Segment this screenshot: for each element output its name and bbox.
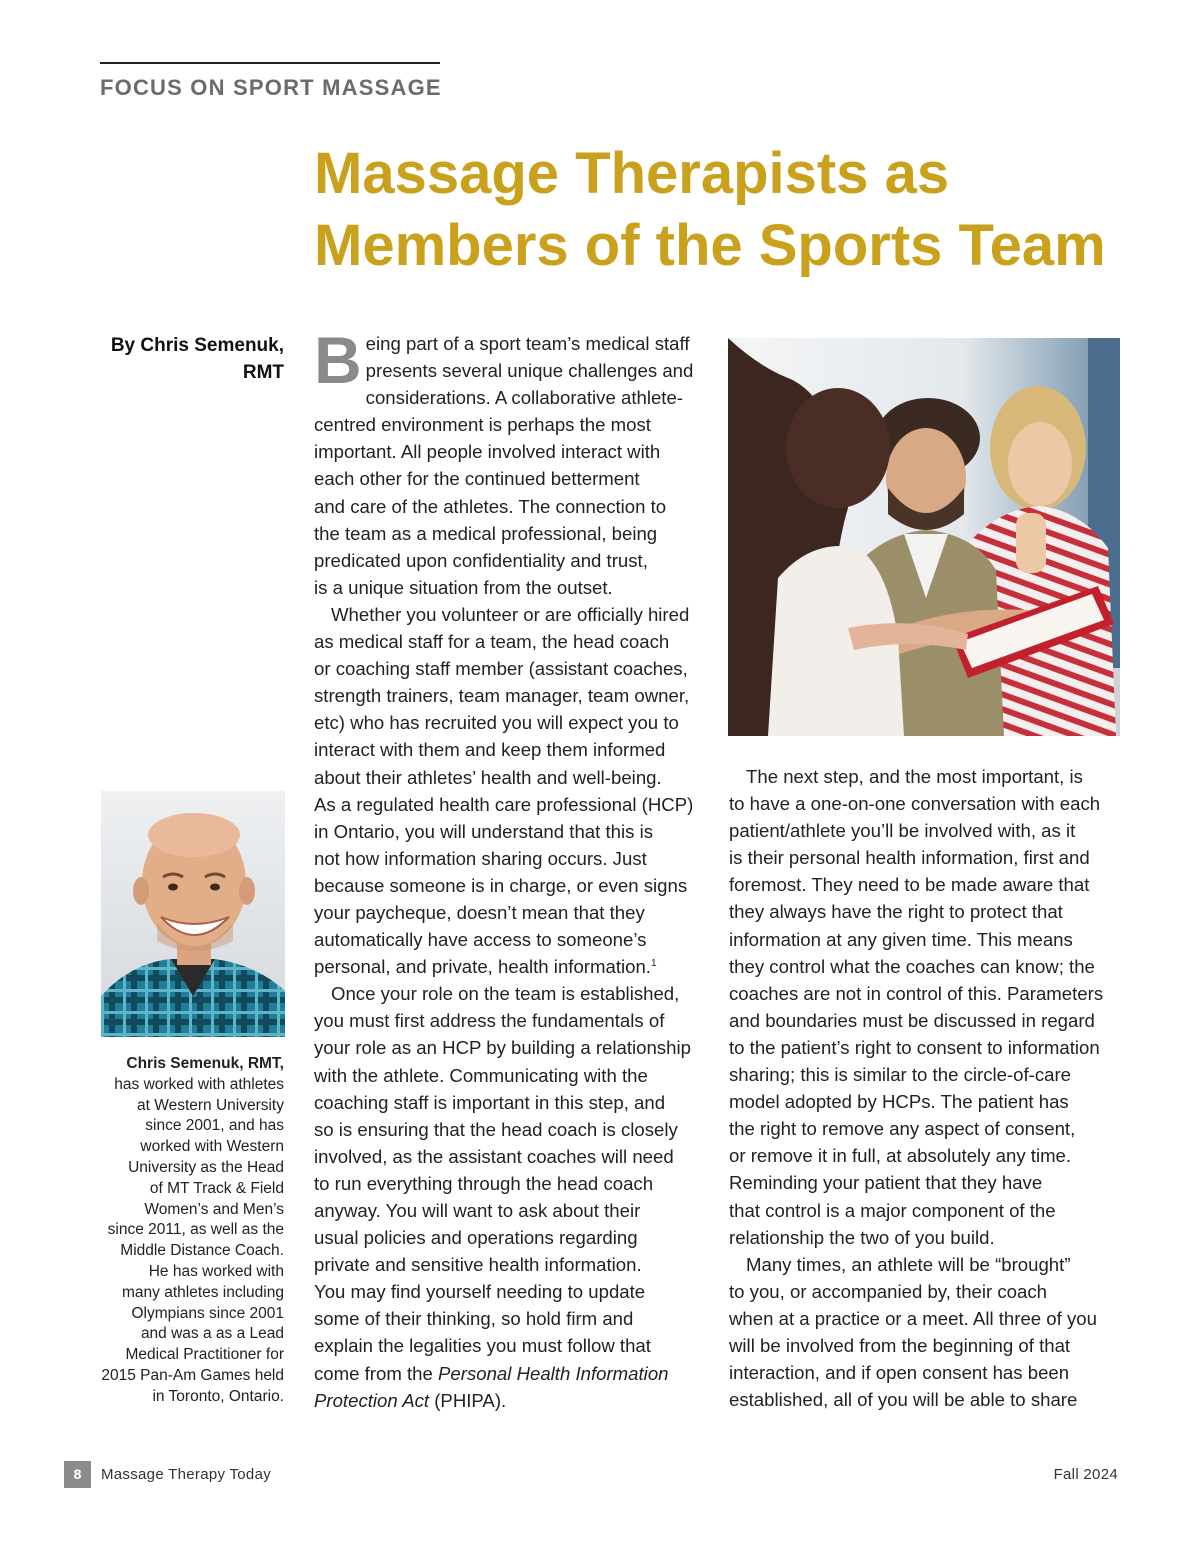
team-meeting-illustration [728, 338, 1120, 736]
bio-line: 2015 Pan-Am Games held [101, 1366, 284, 1384]
byline-line-1: By Chris Semenuk, [110, 335, 284, 356]
text-line: explain the legalities you must follow that [314, 1335, 651, 1357]
text-line: about their athletes’ health and well-being. [314, 766, 662, 788]
act-title-italic: Personal Health Information [438, 1362, 669, 1384]
bio-line: since 2011, as well as the [107, 1221, 284, 1239]
team-meeting-photo [728, 338, 1120, 736]
text-line: in Ontario, you will understand that this is [314, 820, 653, 842]
paragraph-5 [729, 1251, 1129, 1414]
text-line: each other for the continued betterment [314, 468, 640, 490]
text-line: they always have the right to protect that [729, 901, 1063, 923]
bio-line: Middle Distance Coach. [120, 1242, 284, 1260]
text-line: presents several unique challenges and [365, 360, 694, 382]
text-line: sharing; this is similar to the circle-of-care [729, 1064, 1072, 1086]
text-line [314, 1387, 709, 1414]
bio-line: Olympians since 2001 [131, 1304, 284, 1322]
paragraph-1 [314, 323, 709, 601]
text-line: Many times, an athlete will be “brought” [746, 1253, 1071, 1275]
publication-name: Massage Therapy Today [101, 1466, 272, 1483]
text-line: You may find yourself needing to update [314, 1281, 646, 1303]
text-line: model adopted by HCPs. The patient has [729, 1091, 1069, 1113]
text-line: is their personal health information, first and [729, 847, 1090, 869]
text-line: to have a one-on-one conversation with each [729, 793, 1101, 815]
text-line: eing part of a sport team’s medical staff [365, 333, 690, 354]
text-line: or remove it in full, at absolutely any time. [729, 1145, 1072, 1167]
text-line-content: come from the [314, 1362, 439, 1384]
text-line: involved, as the assistant coaches will need [314, 1145, 674, 1167]
text-line: your paycheque, doesn’t mean that they [314, 901, 645, 923]
text-line: they control what the coaches can know; the [729, 955, 1095, 977]
text-line: you must first address the fundamentals of [314, 1010, 665, 1032]
bio-line: at Western University [136, 1096, 284, 1114]
text-line: Once your role on the team is established, [331, 983, 680, 1005]
text-line [314, 953, 709, 980]
page-number: 8 [64, 1461, 91, 1488]
text-line: Whether you volunteer or are officially hired [331, 603, 690, 625]
text-line: so is ensuring that the head coach is closely [314, 1118, 678, 1140]
text-line: private and sensitive health information. [314, 1254, 642, 1276]
text-line: anyway. You will want to ask about their [314, 1200, 641, 1221]
text-line: important. All people involved interact with [314, 441, 661, 463]
text-line: etc) who has recruited you will expect you to [314, 712, 679, 734]
text-line: not how information sharing occurs. Just [314, 847, 647, 869]
text-line: foremost. They need to be made aware that [729, 874, 1090, 896]
bio-line: Women’s and Men’s [144, 1200, 284, 1218]
issue-date: Fall 2024 [1053, 1466, 1118, 1483]
article-column-2 [729, 763, 1129, 1413]
author-portrait-illustration [101, 791, 285, 1037]
article-column-1 [314, 323, 709, 1414]
text-line: is a unique situation from the outset. [314, 576, 613, 598]
drop-cap: B [314, 323, 362, 397]
text-line-content: (PHIPA). [429, 1389, 507, 1411]
text-line: some of their thinking, so hold firm and [314, 1308, 634, 1330]
text-line: interact with them and keep them informed [314, 739, 666, 761]
bio-line: and was a as a Lead [140, 1325, 284, 1343]
text-line: information at any given time. This means [729, 928, 1073, 950]
headline-line-1: Massage Therapists as [314, 141, 950, 206]
paragraph-2 [314, 601, 709, 980]
text-line: strength trainers, team manager, team owner, [314, 685, 690, 707]
paragraph-4 [729, 763, 1129, 1251]
text-line: Reminding your patient that they have [729, 1172, 1043, 1194]
byline-line-2: RMT [242, 362, 284, 383]
act-title-italic: Protection Act [314, 1389, 430, 1411]
bio-line: since 2001, and has [145, 1117, 284, 1135]
text-line: and boundaries must be discussed in regard [729, 1009, 1095, 1031]
bio-line: in Toronto, Ontario. [152, 1387, 284, 1405]
paragraph-3 [314, 980, 709, 1414]
footnote-ref: 1 [650, 957, 657, 969]
text-line: As a regulated health care professional (HCP) [314, 793, 694, 815]
text-line: The next step, and the most important, is [746, 766, 1083, 787]
bio-line: of MT Track & Field [149, 1179, 284, 1197]
bio-line: worked with Western [140, 1138, 284, 1156]
text-line: and care of the athletes. The connection to [314, 495, 667, 517]
text-line: relationship the two of you build. [729, 1226, 995, 1248]
text-line: or coaching staff member (assistant coaches, [314, 658, 688, 680]
text-line: with the athlete. Communicating with the [314, 1064, 648, 1086]
bio-line: University as the Head [128, 1158, 284, 1176]
bio-line: has worked with athletes [114, 1075, 284, 1093]
text-line: because someone is in charge, or even signs [314, 874, 688, 896]
text-line: to the patient’s right to consent to information [729, 1036, 1100, 1058]
text-line: established, all of you will be able to share [729, 1389, 1078, 1411]
text-line: as medical staff for a team, the head coach [314, 631, 670, 653]
text-line: predicated upon confidentiality and trust, [314, 549, 648, 571]
bio-line: Chris Semenuk, RMT, [126, 1055, 284, 1072]
text-line-content: personal, and private, health information. [314, 956, 651, 978]
text-line [314, 1360, 709, 1387]
text-line: your role as an HCP by building a relationship [314, 1037, 691, 1059]
text-line: the team as a medical professional, being [314, 522, 658, 544]
bio-line: many athletes including [122, 1283, 284, 1301]
text-line: to you, or accompanied by, their coach [729, 1280, 1047, 1302]
author-bio [96, 1054, 284, 1408]
text-line: the right to remove any aspect of consent, [729, 1118, 1076, 1140]
bio-line: Medical Practitioner for [125, 1346, 284, 1364]
text-line: automatically have access to someone’s [314, 929, 647, 951]
text-line: to run everything through the head coach [314, 1172, 654, 1194]
text-line: that control is a major component of the [729, 1199, 1056, 1221]
text-line: patient/athlete you’ll be involved with, as it [729, 820, 1076, 842]
section-rule [100, 62, 440, 64]
headline-line-2: Members of the Sports Team [314, 213, 1106, 278]
text-line: centred environment is perhaps the most [314, 414, 651, 436]
text-line: coaches are not in control of this. Parameters [729, 982, 1104, 1004]
article-headline [314, 138, 1174, 282]
text-line: usual policies and operations regarding [314, 1227, 638, 1249]
text-line: interaction, and if open consent has been [729, 1362, 1070, 1384]
text-line: will be involved from the beginning of that [729, 1334, 1071, 1356]
byline [96, 332, 284, 386]
text-line: coaching staff is important in this step, and [314, 1091, 666, 1113]
bio-line: He has worked with [148, 1262, 284, 1280]
text-line: considerations. A collaborative athlete- [365, 387, 683, 409]
author-photo [101, 791, 285, 1037]
text-line: when at a practice or a meet. All three of you [729, 1307, 1097, 1329]
section-label: FOCUS ON SPORT MASSAGE [100, 75, 442, 100]
